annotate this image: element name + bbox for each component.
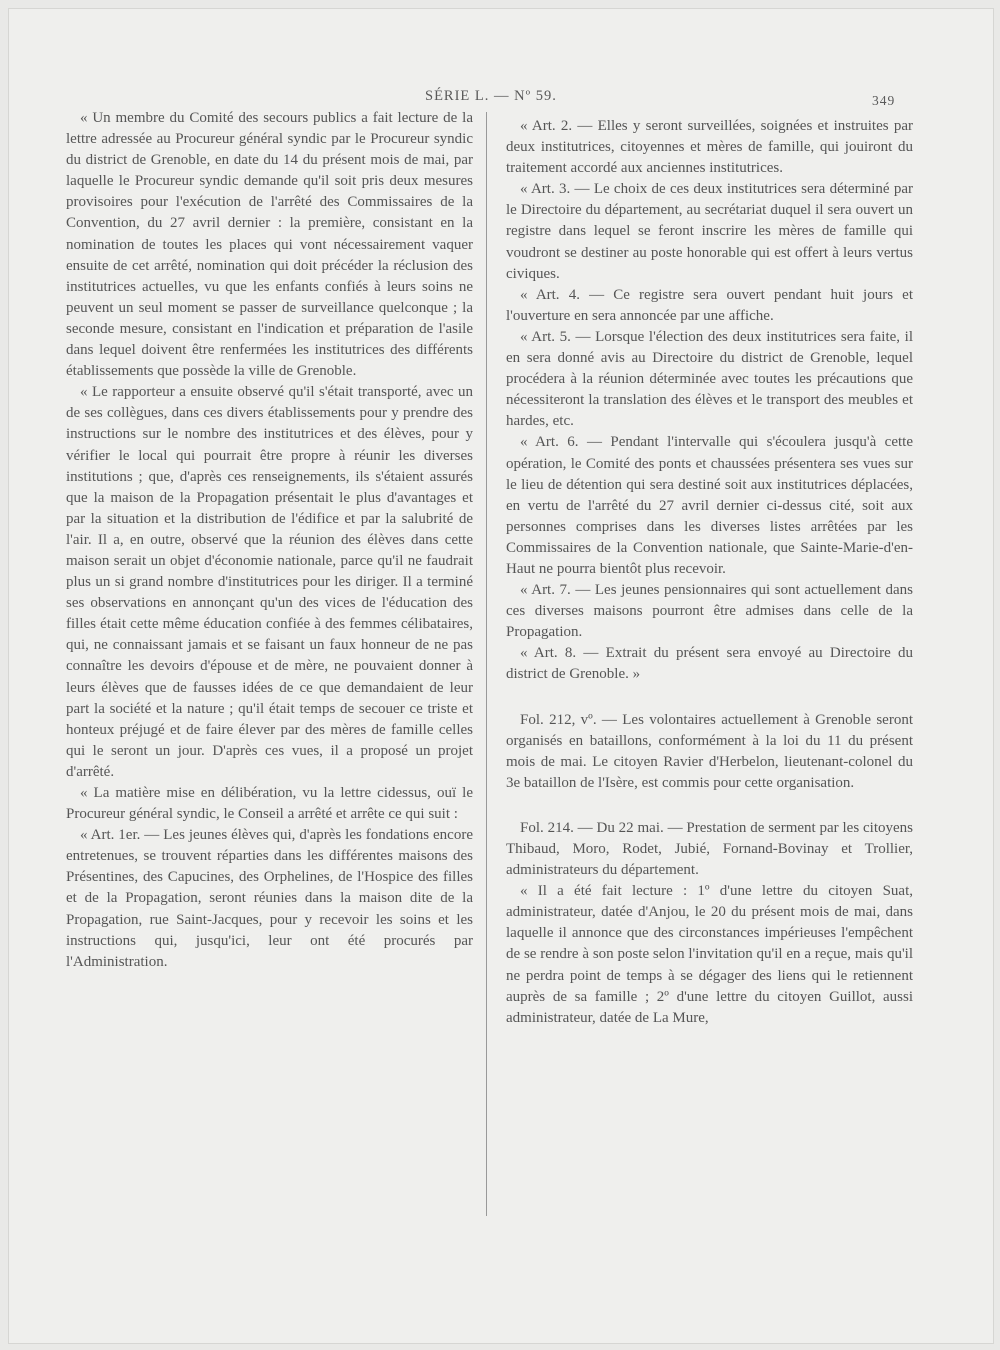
paragraph-folio-212: Fol. 212, vº. — Les volontaires actuellement à Grenoble seront organisés en bataillons, conformément à la loi du 11 du présent mois de mai. Le citoyen Ravier d'Herbelon, lieutenant-colonel du 3e bataillon de l'Isère, est commis pour cette organisation.: [506, 711, 913, 791]
paragraph-article-8: « Art. 8. — Extrait du présent sera envoyé au Directoire du district de Grenoble. »: [506, 645, 913, 683]
paragraph-deliberation: « La matière mise en délibération, vu la lettre cidessus, ouï le Procureur général syndic, le Conseil a arrêté et arrête ce qui suit :: [66, 785, 473, 823]
page-header: [0, 80, 1000, 108]
column-divider: [486, 112, 487, 1216]
paragraph-article-5: « Art. 5. — Lorsque l'élection des deux institutrices sera faite, il en sera donné avis au Directoire du district de Grenoble, lequel procédera à la réunion déterminée avec toutes les précautions que nécessiteront la translation des élèves et le transport des meubles et hardes, etc.: [506, 328, 913, 430]
paragraph-article-1: « Art. 1er. — Les jeunes élèves qui, d'après les fondations encore entretenues, se trouvent réparties dans les différentes maisons des Présentines, des Capucines, des Orphelines, de l'Hospice des filles et de la Propagation, seront réunies dans la maison dite de la Propagation, rue Saint-Jacques, pour y recevoir les soins et les instructions qui, jusqu'ici, leur ont été procurés par l'Administration.: [66, 827, 473, 970]
series-heading: SÉRIE L. — Nº 59.: [425, 88, 557, 104]
paragraph-report: « Le rapporteur a ensuite observé qu'il s'était transporté, avec un de ses collègues, dans ces divers établissements pour y prendre des instructions sur le nombre des institutrices et des élèves, pour y vérifier le local qui pourrait être propre à réunir les diverses institutions ; que, d'après ces renseignements, ils s'étaient assurés que la maison de la Propagation présentait le plus d'avantages et par la situation et la distribution de l'édifice et par la salubrité de l'air. Il a, en outre, observé que la réunion des élèves dans cette maison serait un objet d'économie nationale, parce qu'il ne faudrait plus un si grand nombre d'institutrices pour les diriger. Il a terminé ses observations en annonçant qu'un des vices de l'éducation des filles était cette même éducation confiée à des femmes célibataires, qui, ne connaissant jamais et se faisant un faux honneur de ne pas connaître les devoirs d'épouse et de mère, ne pouvaient donner à leurs élèves que de fausses idées de ce que demandaient de leur part la société et la nature ; qu'il était temps de secouer ce triste et honteux préjugé et de faire élever par des mères de famille celles qui le seront un jour. D'après ces vues, il a proposé un projet d'arrêté.: [66, 384, 473, 780]
paragraph-article-2: « Art. 2. — Elles y seront surveillées, soignées et instruites par deux institutrices, citoyennes et mères de famille, qui jouiront du traitement accordé aux anciennes institutrices.: [506, 118, 913, 177]
paragraph-folio-214: Fol. 214. — Du 22 mai. — Prestation de serment par les citoyens Thibaud, Moro, Rodet, Jubié, Fornand-Bovinay et Trollier, administrateurs du département.: [506, 819, 913, 879]
paragraph-oath-letters: « Il a été fait lecture : 1º d'une lettre du citoyen Suat, administrateur, datée d'Anjou, le 20 du présent mois de mai, dans laquelle il annonce que des circonstances impérieuses l'empêchent de se rendre à son poste selon l'invitation qu'il en a reçue, mais qu'il ne perdra point de temps à se dégager des liens qui le retiennent auprès de sa famille ; 2º d'une lettre du citoyen Guillot, aussi administrateur, datée de La Mure,: [506, 883, 913, 1026]
paragraph-article-4: « Art. 4. — Ce registre sera ouvert pendant huit jours et l'ouverture en sera annoncée par une affiche.: [506, 286, 913, 324]
right-column: [506, 116, 913, 1029]
page-number: 349: [872, 93, 896, 108]
paragraph-article-3: « Art. 3. — Le choix de ces deux institutrices sera déterminé par le Directoire du département, au secrétariat duquel il sera ouvert un registre dans lequel se feront inscrire les mères de famille qui voudront se destiner au poste honorable qui est offert à leurs vertus civiques.: [506, 181, 913, 282]
paragraph-article-7: « Art. 7. — Les jeunes pensionnaires qui sont actuellement dans ces diverses maisons pourront être admises dans celle de la Propagation.: [506, 582, 913, 641]
paragraph-article-6: « Art. 6. — Pendant l'intervalle qui s'écoulera jusqu'à cette opération, le Comité des ponts et chaussées présentera ses vues sur le lieu de détention qui sera destiné soit aux institutrices déplacées, en vertu de l'arrêté du 27 avril dernier ci-dessus cité, soit aux personnes comprises dans les diverses listes arrêtées par les Commissaires de la Convention nationale, que Sainte-Marie-d'en-Haut ne pourra bientôt plus recevoir.: [506, 434, 913, 577]
paragraph-letter: « Un membre du Comité des secours publics a fait lecture de la lettre adressée au Procureur général syndic par le Procureur syndic du district de Grenoble, en date du 14 du présent mois de mai, par laquelle le Procureur syndic demande qu'il soit pris deux mesures provisoires pour l'exécution de l'arrêté des Commissaires de la Convention, du 27 avril dernier : la première, consistant en la nomination de toutes les places qui vont nécessairement vaquer ensuite de cet arrêté, nomination qui doit précéder la réclusion des institutrices actuelles, vu que les enfants confiés à leurs soins ne peuvent un seul moment se passer de surveillance quelconque ; la seconde mesure, consistant en l'indication et préparation de l'asile dans lequel doivent être renfermées les institutrices des différents établissements que possède la ville de Grenoble.: [66, 110, 473, 380]
left-column: [66, 108, 473, 973]
